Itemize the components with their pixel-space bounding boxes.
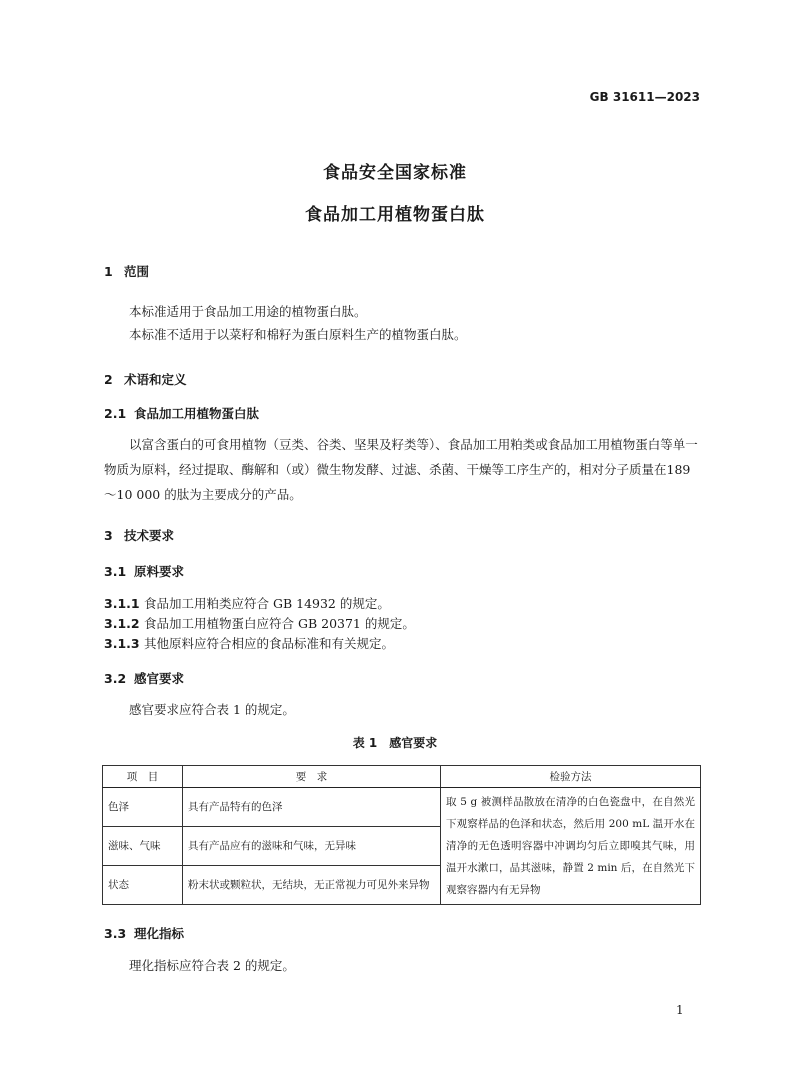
- row-item: 色泽: [103, 788, 183, 827]
- section-title: 感官要求: [134, 671, 185, 686]
- row-requirement: 具有产品特有的色泽: [183, 788, 441, 827]
- clause-3-1-3: [104, 634, 394, 652]
- section-2-heading: [104, 370, 187, 388]
- clause-number: 3.1.2: [104, 616, 140, 631]
- section-number: 2.1: [104, 406, 127, 421]
- clause-3-1-2: [104, 614, 415, 632]
- section-title: 技术要求: [124, 528, 175, 543]
- section-title: 食品加工用植物蛋白肽: [134, 406, 260, 421]
- section-3-heading: [104, 526, 174, 544]
- section-number: 3.2: [104, 671, 127, 686]
- table-header-row: [103, 766, 701, 788]
- header-method: 检验方法: [441, 766, 701, 788]
- paragraph: 理化指标应符合表 2 的规定。: [129, 958, 295, 973]
- section-number: 1: [104, 264, 113, 279]
- section-2-1-heading: [104, 404, 259, 422]
- definition-paragraph: 以富含蛋白的可食用植物（豆类、谷类、坚果及籽类等）、食品加工用粕类或食品加工用植物蛋白等单一物质为原料，经过提取、酶解和（或）微生物发酵、过滤、杀菌、干燥等工序生产的，相对分子质量在189～10 000 的肽为主要成分的产品。: [104, 437, 698, 502]
- section-title: 范围: [124, 264, 150, 279]
- document-subtitle: 食品加工用植物蛋白肽: [305, 205, 485, 225]
- section-3-2-heading: [104, 669, 184, 687]
- clause-text: 食品加工用粕类应符合 GB 14932 的规定。: [144, 596, 390, 611]
- clause-number: 3.1.1: [104, 596, 140, 611]
- table-1-caption: 表 1 感官要求: [352, 736, 438, 750]
- table-row: [103, 788, 701, 827]
- clause-3-1-1: [104, 594, 390, 612]
- section-title: 理化指标: [134, 926, 185, 941]
- row-requirement: 粉末状或颗粒状，无结块，无正常视力可见外来异物: [183, 866, 441, 905]
- header-item: 项 目: [103, 766, 183, 788]
- section-number: 2: [104, 372, 113, 387]
- section-title: 术语和定义: [124, 372, 187, 387]
- row-item: 状态: [103, 866, 183, 905]
- header-requirement: 要 求: [183, 766, 441, 788]
- section-number: 3.3: [104, 926, 127, 941]
- row-item: 滋味、气味: [103, 827, 183, 866]
- paragraph: 本标准不适用于以菜籽和棉籽为蛋白原料生产的植物蛋白肽。: [129, 327, 467, 342]
- section-3-1-heading: [104, 562, 184, 580]
- clause-number: 3.1.3: [104, 636, 140, 651]
- paragraph: 感官要求应符合表 1 的规定。: [129, 702, 295, 717]
- inspection-method: 取 5 g 被测样品散放在清净的白色瓷盘中，在自然光下观察样品的色泽和状态，然后用 200 mL 温开水在清净的无色透明容器中冲调均匀后立即嗅其气味，用温开水漱口，品其滋味，静置 2 min 后，在自然光下观察容器内有无异物: [441, 788, 701, 905]
- section-number: 3.1: [104, 564, 127, 579]
- page-number: 1: [676, 1003, 684, 1017]
- section-number: 3: [104, 528, 113, 543]
- row-requirement: 具有产品应有的滋味和气味，无异味: [183, 827, 441, 866]
- document-title: 食品安全国家标准: [323, 163, 467, 183]
- paragraph: 本标准适用于食品加工用途的植物蛋白肽。: [129, 304, 367, 319]
- clause-text: 其他原料应符合相应的食品标准和有关规定。: [144, 636, 395, 651]
- section-3-3-heading: [104, 924, 184, 942]
- standard-number: GB 31611—2023: [589, 90, 700, 104]
- section-title: 原料要求: [134, 564, 185, 579]
- section-1-heading: [104, 262, 149, 280]
- clause-text: 食品加工用植物蛋白应符合 GB 20371 的规定。: [144, 616, 415, 631]
- sensory-requirements-table: [102, 765, 701, 905]
